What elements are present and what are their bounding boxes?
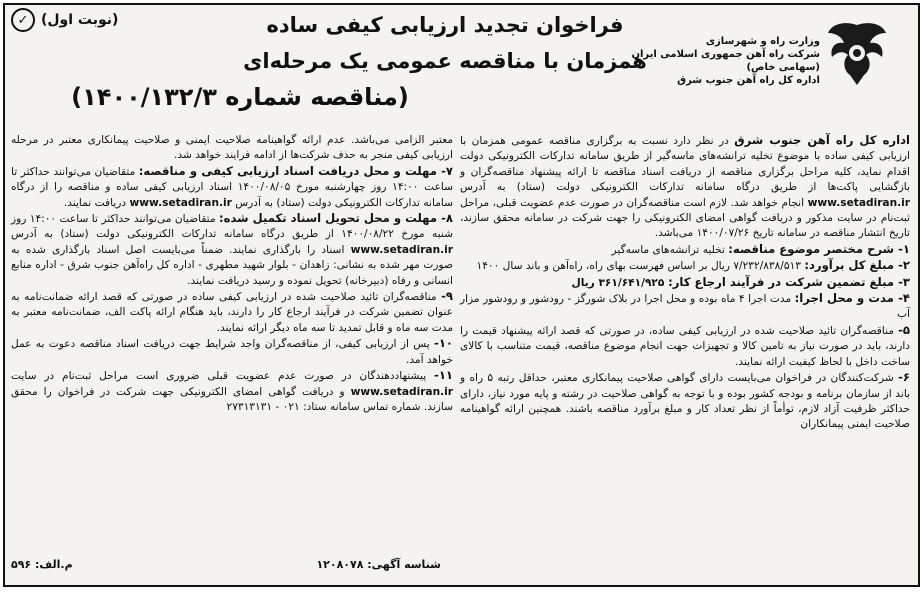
ministry-name: وزارت راه و شهرسازی <box>705 36 820 47</box>
check-circle-icon: ✓ <box>11 8 35 32</box>
item-7: ۷- مهلت و محل دریافت اسناد ارزیابی کیفی و مناقصه: متقاضیان می‌توانند حداکثر تا ساعت ۱۴:۰۰ روز چهارشنبه مورخ ۱۴۰۰/۰۸/۰۵ اسناد ارزیابی کیفی ساده و مناقصه را از درگاه سامانه تدارکات الکترونیکی دولت (ستاد) به آدرس www.setadiran.ir دریافت نمایند. <box>11 163 453 209</box>
setad-link[interactable]: www.setadiran.ir <box>350 385 453 398</box>
item-5: ۵- مناقصه‌گران تائید صلاحیت شده در ارزیابی کیفی ساده، در صورتی که قصد ارائه پیشنهاد قیمت را دارند، باید در صورت نیاز به تامین کالا و تجهیزات جهت انجام موضوع مناقصه، قیمت متناسب با کالای ساخت داخل با لحاظ کیفیت ارائه نمایند. <box>460 322 910 368</box>
notice-title: فراخوان تجدید ارزیابی کیفی ساده <box>266 13 624 37</box>
railway-emblem-icon <box>826 19 888 89</box>
item-6-continued: معتبر الزامی می‌باشد. عدم ارائه گواهینامه صلاحیت ایمنی و صلاحیت پیمانکاری معتبر در مرحله ارزیابی کیفی منجر به حذف شرکت‌ها از ادامه فرایند خواهد شد. <box>11 134 453 162</box>
tender-number: (مناقصه شماره ۱۴۰۰/۱۳۲/۳) <box>71 83 409 111</box>
intro-paragraph: اداره کل راه آهن جنوب شرق در نظر دارد نسبت به برگزاری مناقصه عمومی همزمان با ارزیابی کیفی ساده با موضوع تخلیه ترانشه‌های ماسه‌گیر از طریق سامانه تدارکات الکترونیکی دولت اقدام نماید، کلیه مراحل برگزاری مناقصه از دریافت اسناد مناقصه تا ارائه پیشنهاد مناقصه‌گران و بازگشایی پاکت‌ها از طریق درگاه سامانه تدارکات الکترونیکی دولت (ستاد) به آدرس www.setadiran.ir انجام خواهد شد. لازم است مناقصه‌گران در صورت عدم عضویت قبلی، مراحل ثبت‌نام در سایت مذکور و دریافت گواهی امضای الکترونیکی را جهت شرکت در سامانه محقق سازند، تاریخ انتشار مناقصه در سامانه تاریخ ۱۴۰۰/۰۷/۲۶ می‌باشد. <box>460 133 910 240</box>
right-column <box>460 133 910 433</box>
setad-link[interactable]: www.setadiran.ir <box>129 196 232 209</box>
setad-link[interactable]: www.setadiran.ir <box>350 243 453 256</box>
item-6: ۶- شرکت‌کنندگان در فراخوان می‌بایست دارای گواهی صلاحیت پیمانکاری معتبر، حداقل رتبه ۵ راه و باند از سازمان برنامه و بودجه کشور بوده و با توجه به گواهی صلاحیت در رشته و پایه مورد نیاز، دارای حداکثر ظرفیت آزاد لازم، توأماً از نظر تعداد کار و مبلغ برآورد مناقصه باشند. همچنین ارائه گواهینامه صلاحیت ایمنی پیمانکاران <box>460 370 910 431</box>
notice-subtitle: همزمان با مناقصه عمومی یک مرحله‌ای <box>243 49 647 73</box>
item-2: ۲- مبلغ کل برآورد: ۷/۲۳۲/۸۳۸/۵۱۳ ریال بر اساس فهرست بهای راه، راه‌آهن و باند سال ۱۴۰۰ <box>476 258 910 273</box>
left-column <box>11 133 453 415</box>
notice-round-label: (نوبت اول) <box>41 12 119 28</box>
item-1: ۱- شرح مختصر موضوع مناقصه: تخلیه ترانشه‌های ماسه‌گیر <box>611 241 910 256</box>
mf-number: م.الف: ۵۹۶ <box>11 558 73 571</box>
item-4: ۴- مدت و محل اجرا: مدت اجرا ۴ ماه بوده و محل اجرا در بلاک شورگز - رودشور و رودشور مزار آب <box>460 291 910 321</box>
item-9: ۹- مناقصه‌گران تائید صلاحیت شده در ارزیابی کیفی ساده در صورتی که قصد ارائه ضمانت‌نامه به عنوان تضمین شرکت در فرآیند ارجاع کار را دارند، باید هنگام ارائه پاکت الف، ضمانت‌نامه معتبر به مدت سه ماه و قابل تمدید تا سه ماه دیگر ارائه نمایند. <box>11 289 453 334</box>
notice-footer <box>11 558 441 571</box>
item-10: ۱۰- پس از ارزیابی کیفی، از مناقصه‌گران واجد شرایط جهت دریافت اسناد مناقصه دعوت به عمل خواهد آمد. <box>11 336 453 366</box>
notice-round-badge <box>11 9 161 31</box>
item-8: ۸- مهلت و محل تحویل اسناد تکمیل شده: متقاضیان می‌توانند حداکثر تا ساعت ۱۴:۰۰ روز شنبه مورخ ۱۴۰۰/۰۸/۲۲ از طریق درگاه سامانه تدارکات الکترونیکی دولت (ستاد) به آدرس www.setadiran.ir اسناد را بارگذاری نمایند. ضمناً می‌بایست اصل اسناد بارگذاری شده به صورت مهر شده به نشانی: زاهدان - بلوار شهید مطهری - اداره کل راه‌آهن جنوب شرق - اداره منابع انسانی و رفاه (دبیرخانه) تحویل نموده و رسید دریافت نمایند. <box>11 211 453 287</box>
item-11: ۱۱- پیشنهاددهندگان در صورت عدم عضویت قبلی ضروری است مراحل ثبت‌نام در سایت www.setadiran.ir و دریافت گواهی امضای الکترونیکی جهت شرکت در فراخوان را محقق سازند. شماره تماس سامانه ستاد: ۰۲۱ - ۲۷۳۱۳۱۳۱ <box>11 368 453 413</box>
department-name: اداره کل راه آهن جنوب شرق <box>677 75 820 86</box>
setad-link[interactable]: www.setadiran.ir <box>807 196 910 209</box>
tender-notice <box>3 3 920 587</box>
item-3: ۳- مبلغ تضمین شرکت در فرآیند ارجاع کار: ۳۶۱/۶۴۱/۹۲۵ ریال <box>571 274 910 289</box>
company-name: شرکت راه آهن جمهوری اسلامی ایران (سهامی خاص) <box>631 49 820 73</box>
ad-identifier: شناسه آگهی: ۱۲۰۸۰۷۸ <box>316 558 441 571</box>
